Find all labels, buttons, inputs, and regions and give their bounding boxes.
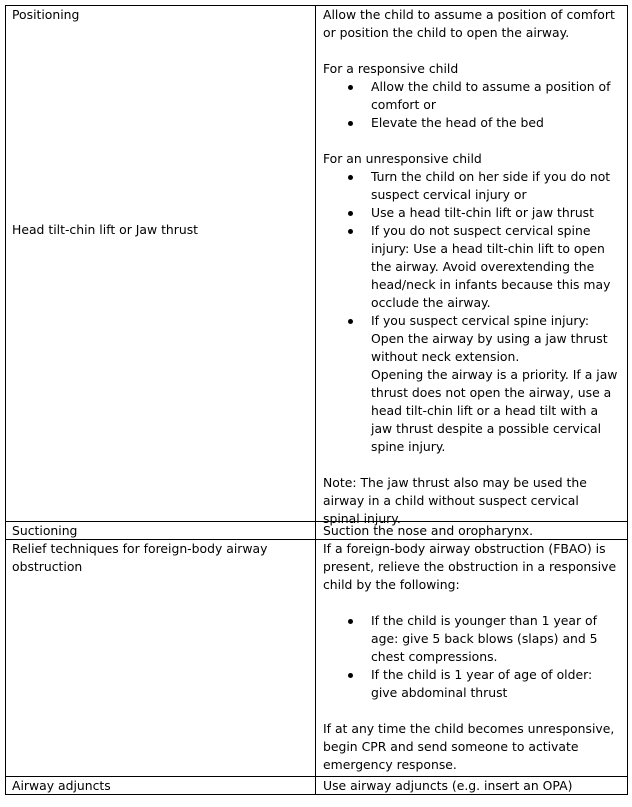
row-content-cell bbox=[316, 6, 627, 526]
table-row bbox=[6, 777, 627, 794]
row-label-adjuncts: Airway adjuncts bbox=[12, 778, 111, 793]
unresponsive-list bbox=[323, 168, 619, 366]
table-row bbox=[6, 540, 627, 777]
list-item: Allow the child to assume a position of comfort or bbox=[371, 78, 619, 114]
responsive-list bbox=[323, 78, 619, 132]
list-item: Turn the child on her side if you do not suspect cervical injury or bbox=[371, 168, 619, 204]
row-label-cell bbox=[6, 6, 316, 521]
fbao-closing: If at any time the child becomes unresponsive, begin CPR and send someone to activate emergency response. bbox=[323, 721, 615, 772]
list-item: If the child is younger than 1 year of age: give 5 back blows (slaps) and 5 chest compressions. bbox=[371, 612, 619, 666]
table-row bbox=[6, 522, 627, 540]
suctioning-text: Suction the nose and oropharynx. bbox=[323, 523, 534, 538]
unresponsive-heading: For an unresponsive child bbox=[323, 151, 482, 166]
jaw-thrust-note: Note: The jaw thrust also may be used the airway in a child without suspect cervical spinal injury. bbox=[323, 475, 587, 526]
list-item: If the child is 1 year of age of older: give abdominal thrust bbox=[371, 666, 619, 702]
responsive-heading: For a responsive child bbox=[323, 61, 459, 76]
table-row bbox=[6, 6, 627, 526]
row-label-head-tilt: Head tilt-chin lift or Jaw thrust bbox=[12, 222, 199, 237]
row-content-cell bbox=[316, 540, 627, 776]
list-item: If you suspect cervical spine injury: Open the airway by using a jaw thrust without neck extension. bbox=[371, 312, 619, 366]
cervical-continuation: Opening the airway is a priority. If a jaw thrust does not open the airway, use a head tilt-chin lift or a head tilt with a jaw thrust despite a possible cervical spine injury. bbox=[371, 367, 618, 454]
list-item: Use a head tilt-chin lift or jaw thrust bbox=[371, 204, 619, 222]
row-label-cell bbox=[6, 540, 316, 776]
list-item: Elevate the head of the bed bbox=[371, 114, 619, 132]
row-label-relief: Relief techniques for foreign-body airway obstruction bbox=[12, 541, 268, 574]
row-content-cell bbox=[316, 522, 627, 539]
airway-management-table bbox=[5, 5, 628, 795]
positioning-intro: Allow the child to assume a position of comfort or position the child to open the airway. bbox=[323, 7, 615, 40]
row-label-suctioning: Suctioning bbox=[12, 523, 78, 538]
row-label-cell bbox=[6, 777, 316, 794]
row-content-cell bbox=[316, 777, 627, 794]
fbao-list bbox=[323, 612, 619, 702]
adjuncts-text: Use airway adjuncts (e.g. insert an OPA) bbox=[323, 778, 573, 793]
list-item: If you do not suspect cervical spine injury: Use a head tilt-chin lift to open the airway. Avoid overextending the head/neck in infants because this may occlude the airway. bbox=[371, 222, 619, 312]
row-label-positioning: Positioning bbox=[12, 7, 80, 22]
row-label-cell bbox=[6, 522, 316, 539]
fbao-intro: If a foreign-body airway obstruction (FBAO) is present, relieve the obstruction in a responsive child by the following: bbox=[323, 541, 617, 592]
